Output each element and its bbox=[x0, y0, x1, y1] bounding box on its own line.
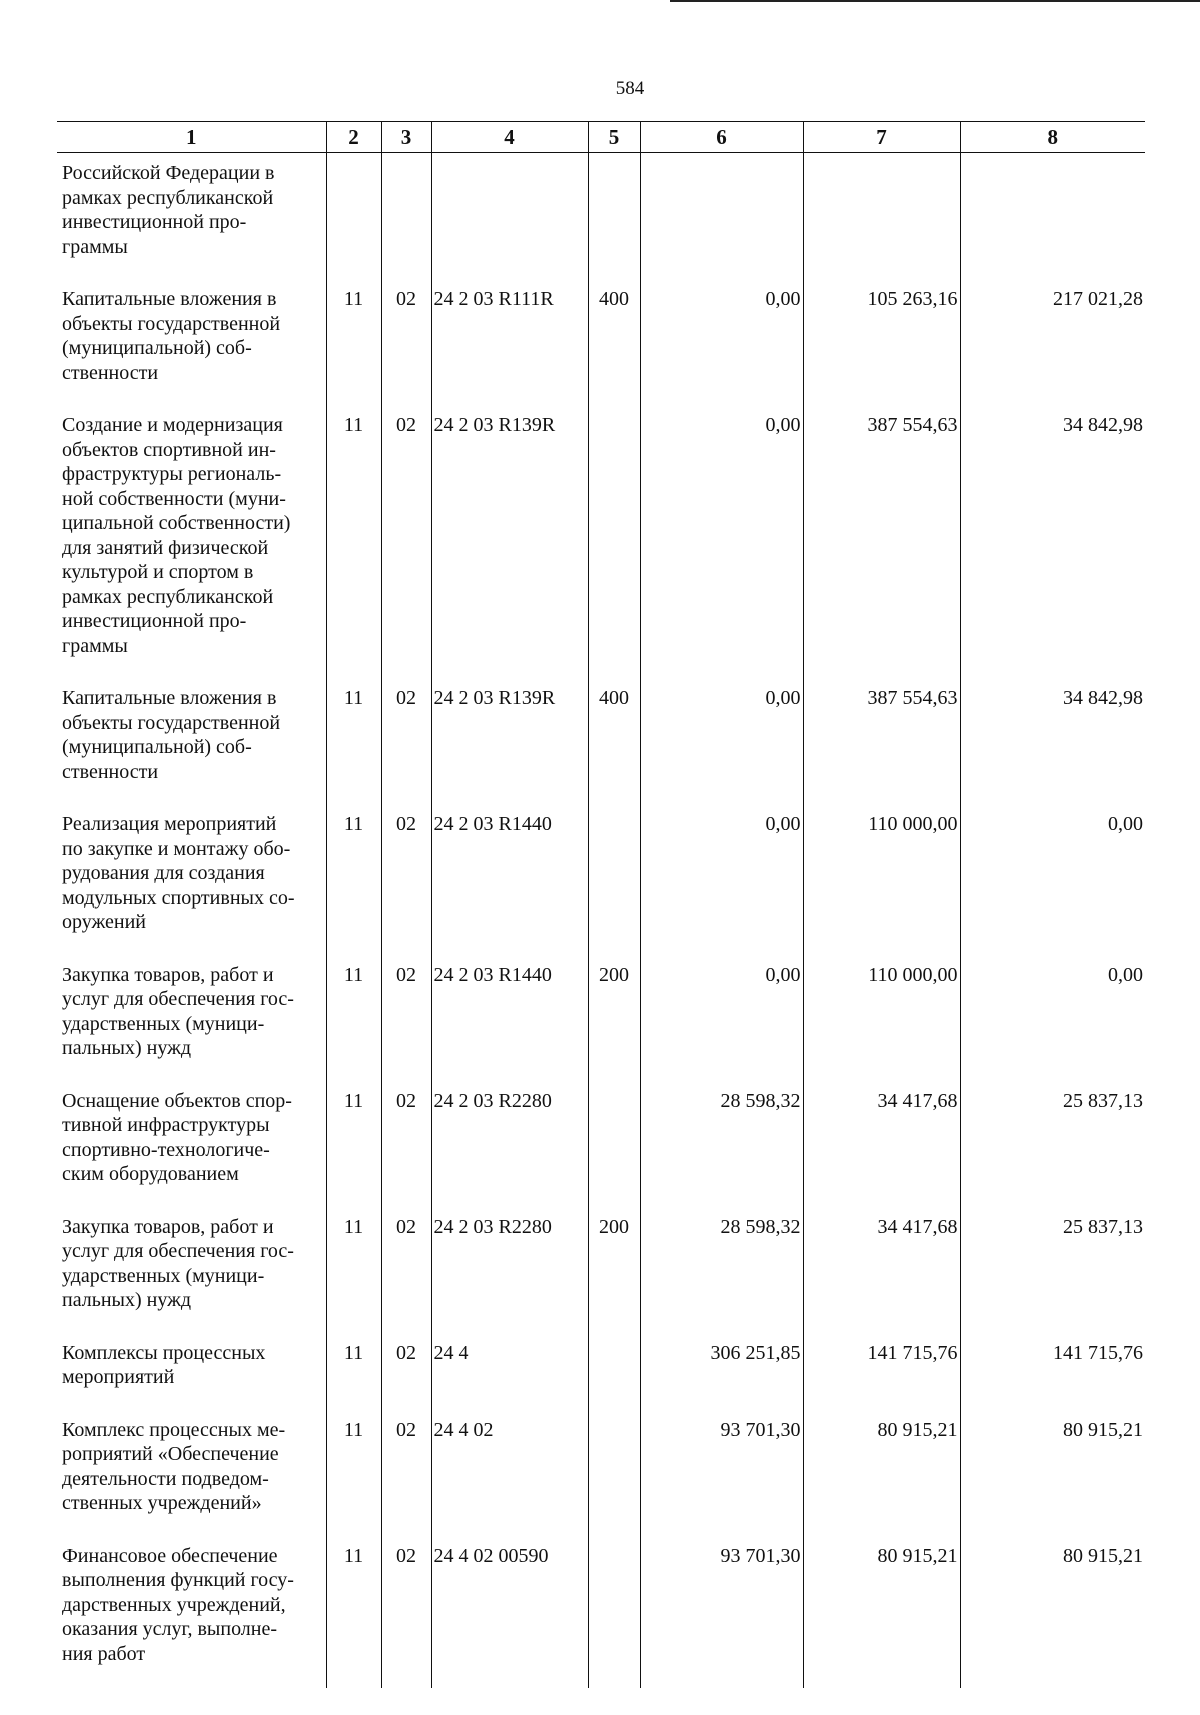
table-row bbox=[57, 1412, 1145, 1538]
cell-subsection: 02 bbox=[381, 1412, 431, 1538]
table-row bbox=[57, 407, 1145, 680]
cell-target-article bbox=[431, 153, 588, 282]
cell-subsection: 02 bbox=[381, 1209, 431, 1335]
cell-amount-6: 28 598,32 bbox=[640, 1209, 803, 1335]
cell-amount-6: 0,00 bbox=[640, 281, 803, 407]
column-header-4: 4 bbox=[431, 122, 588, 153]
cell-amount-7: 141 715,76 bbox=[803, 1335, 960, 1412]
cell-amount-7: 387 554,63 bbox=[803, 407, 960, 680]
cell-section: 11 bbox=[326, 957, 381, 1083]
row-description: Закупка товаров, работ и услуг для обеспечения гос- ударственных (муници- пальных) нужд bbox=[62, 1215, 294, 1311]
cell-amount-7: 34 417,68 bbox=[803, 1209, 960, 1335]
cell-expense-type bbox=[588, 1335, 640, 1412]
cell-amount-8: 217 021,28 bbox=[960, 281, 1145, 407]
cell-amount-8: 25 837,13 bbox=[960, 1209, 1145, 1335]
cell-amount-6: 0,00 bbox=[640, 680, 803, 806]
cell-expense-type bbox=[588, 1412, 640, 1538]
cell-amount-6 bbox=[640, 153, 803, 282]
row-description: Создание и модернизация объектов спортивной ин- фраструктуры региональ- ной собственности (муни- ципальной собственности) для занятий физической культурой и спортом в рамках республиканской инвестиционной про- граммы bbox=[62, 414, 291, 657]
cell-amount-7: 105 263,16 bbox=[803, 281, 960, 407]
table-body bbox=[57, 153, 1145, 1689]
cell-target-article: 24 2 03 R1440 bbox=[431, 957, 588, 1083]
column-header-7: 7 bbox=[803, 122, 960, 153]
cell-section bbox=[326, 153, 381, 282]
table-row bbox=[57, 281, 1145, 407]
cell-subsection: 02 bbox=[381, 1083, 431, 1209]
cell-amount-7: 80 915,21 bbox=[803, 1412, 960, 1538]
cell-amount-8: 141 715,76 bbox=[960, 1335, 1145, 1412]
cell-amount-6: 28 598,32 bbox=[640, 1083, 803, 1209]
cell-amount-8: 0,00 bbox=[960, 957, 1145, 1083]
table-row bbox=[57, 957, 1145, 1083]
cell-amount-8: 80 915,21 bbox=[960, 1538, 1145, 1689]
cell-amount-6: 0,00 bbox=[640, 407, 803, 680]
row-description: Капитальные вложения в объекты государственной (муниципальной) соб- ственности bbox=[62, 288, 281, 384]
cell-subsection: 02 bbox=[381, 1538, 431, 1689]
cell-amount-8 bbox=[960, 153, 1145, 282]
cell-section: 11 bbox=[326, 1538, 381, 1689]
row-description: Оснащение объектов спор- тивной инфраструктуры спортивно-технологиче- ским оборудованием bbox=[62, 1089, 292, 1185]
row-description: Капитальные вложения в объекты государственной (муниципальной) соб- ственности bbox=[62, 687, 281, 783]
column-header-3: 3 bbox=[381, 122, 431, 153]
cell-expense-type bbox=[588, 153, 640, 282]
cell-amount-7: 110 000,00 bbox=[803, 957, 960, 1083]
column-header-2: 2 bbox=[326, 122, 381, 153]
cell-expense-type: 400 bbox=[588, 281, 640, 407]
cell-subsection: 02 bbox=[381, 957, 431, 1083]
cell-target-article: 24 2 03 R1440 bbox=[431, 806, 588, 957]
row-description: Комплекс процессных ме- роприятий «Обеспечение деятельности подведом- ственных учреждений» bbox=[62, 1418, 286, 1514]
cell-target-article: 24 2 03 R139R bbox=[431, 680, 588, 806]
cell-subsection: 02 bbox=[381, 1335, 431, 1412]
cell-target-article: 24 4 02 00590 bbox=[431, 1538, 588, 1689]
cell-expense-type: 200 bbox=[588, 957, 640, 1083]
cell-section: 11 bbox=[326, 1209, 381, 1335]
page-number: 584 bbox=[615, 78, 645, 99]
column-header-8: 8 bbox=[960, 122, 1145, 153]
row-description: Реализация мероприятий по закупке и монтажу обо- рудования для создания модульных спортивных со- оружений bbox=[62, 813, 295, 933]
table-row bbox=[57, 1083, 1145, 1209]
column-header-1: 1 bbox=[57, 122, 326, 153]
cell-section: 11 bbox=[326, 1335, 381, 1412]
cell-amount-7: 80 915,21 bbox=[803, 1538, 960, 1689]
cell-amount-7 bbox=[803, 153, 960, 282]
cell-expense-type: 400 bbox=[588, 680, 640, 806]
cell-subsection: 02 bbox=[381, 680, 431, 806]
table-row bbox=[57, 806, 1145, 957]
cell-amount-6: 306 251,85 bbox=[640, 1335, 803, 1412]
row-description: Комплексы процессных мероприятий bbox=[62, 1341, 266, 1388]
cell-section: 11 bbox=[326, 407, 381, 680]
column-header-5: 5 bbox=[588, 122, 640, 153]
header-row bbox=[57, 122, 1145, 153]
cell-expense-type bbox=[588, 407, 640, 680]
cell-target-article: 24 2 03 R139R bbox=[431, 407, 588, 680]
cell-subsection: 02 bbox=[381, 806, 431, 957]
cell-section: 11 bbox=[326, 281, 381, 407]
cell-expense-type bbox=[588, 806, 640, 957]
cell-amount-6: 0,00 bbox=[640, 957, 803, 1083]
table-row bbox=[57, 1335, 1145, 1412]
table-row bbox=[57, 1538, 1145, 1689]
column-header-6: 6 bbox=[640, 122, 803, 153]
row-description: Финансовое обеспечение выполнения функций госу- дарственных учреждений, оказания услуг, выполне- ния работ bbox=[62, 1544, 294, 1665]
budget-table bbox=[57, 121, 1145, 1688]
cell-amount-8: 34 842,98 bbox=[960, 680, 1145, 806]
row-description: Закупка товаров, работ и услуг для обеспечения гос- ударственных (муници- пальных) нужд bbox=[62, 963, 294, 1059]
cell-amount-6: 0,00 bbox=[640, 806, 803, 957]
cell-amount-8: 25 837,13 bbox=[960, 1083, 1145, 1209]
cell-amount-7: 34 417,68 bbox=[803, 1083, 960, 1209]
cell-amount-7: 110 000,00 bbox=[803, 806, 960, 957]
cell-target-article: 24 4 bbox=[431, 1335, 588, 1412]
cell-section: 11 bbox=[326, 680, 381, 806]
table-row bbox=[57, 153, 1145, 282]
cell-subsection bbox=[381, 153, 431, 282]
cell-amount-6: 93 701,30 bbox=[640, 1538, 803, 1689]
cell-amount-8: 0,00 bbox=[960, 806, 1145, 957]
cell-section: 11 bbox=[326, 1083, 381, 1209]
cell-expense-type bbox=[588, 1083, 640, 1209]
cell-amount-8: 80 915,21 bbox=[960, 1412, 1145, 1538]
cell-expense-type: 200 bbox=[588, 1209, 640, 1335]
cell-subsection: 02 bbox=[381, 281, 431, 407]
cell-target-article: 24 4 02 bbox=[431, 1412, 588, 1538]
cell-section: 11 bbox=[326, 806, 381, 957]
cell-amount-6: 93 701,30 bbox=[640, 1412, 803, 1538]
cell-target-article: 24 2 03 R2280 bbox=[431, 1083, 588, 1209]
cell-subsection: 02 bbox=[381, 407, 431, 680]
row-description: Российской Федерации в рамках республиканской инвестиционной про- граммы bbox=[62, 162, 275, 258]
cell-amount-8: 34 842,98 bbox=[960, 407, 1145, 680]
cell-target-article: 24 2 03 R2280 bbox=[431, 1209, 588, 1335]
cell-amount-7: 387 554,63 bbox=[803, 680, 960, 806]
table-header bbox=[57, 122, 1145, 153]
cell-expense-type bbox=[588, 1538, 640, 1689]
table-row bbox=[57, 1209, 1145, 1335]
table-row bbox=[57, 680, 1145, 806]
scan-edge-line bbox=[670, 0, 1200, 2]
cell-section: 11 bbox=[326, 1412, 381, 1538]
cell-target-article: 24 2 03 R111R bbox=[431, 281, 588, 407]
